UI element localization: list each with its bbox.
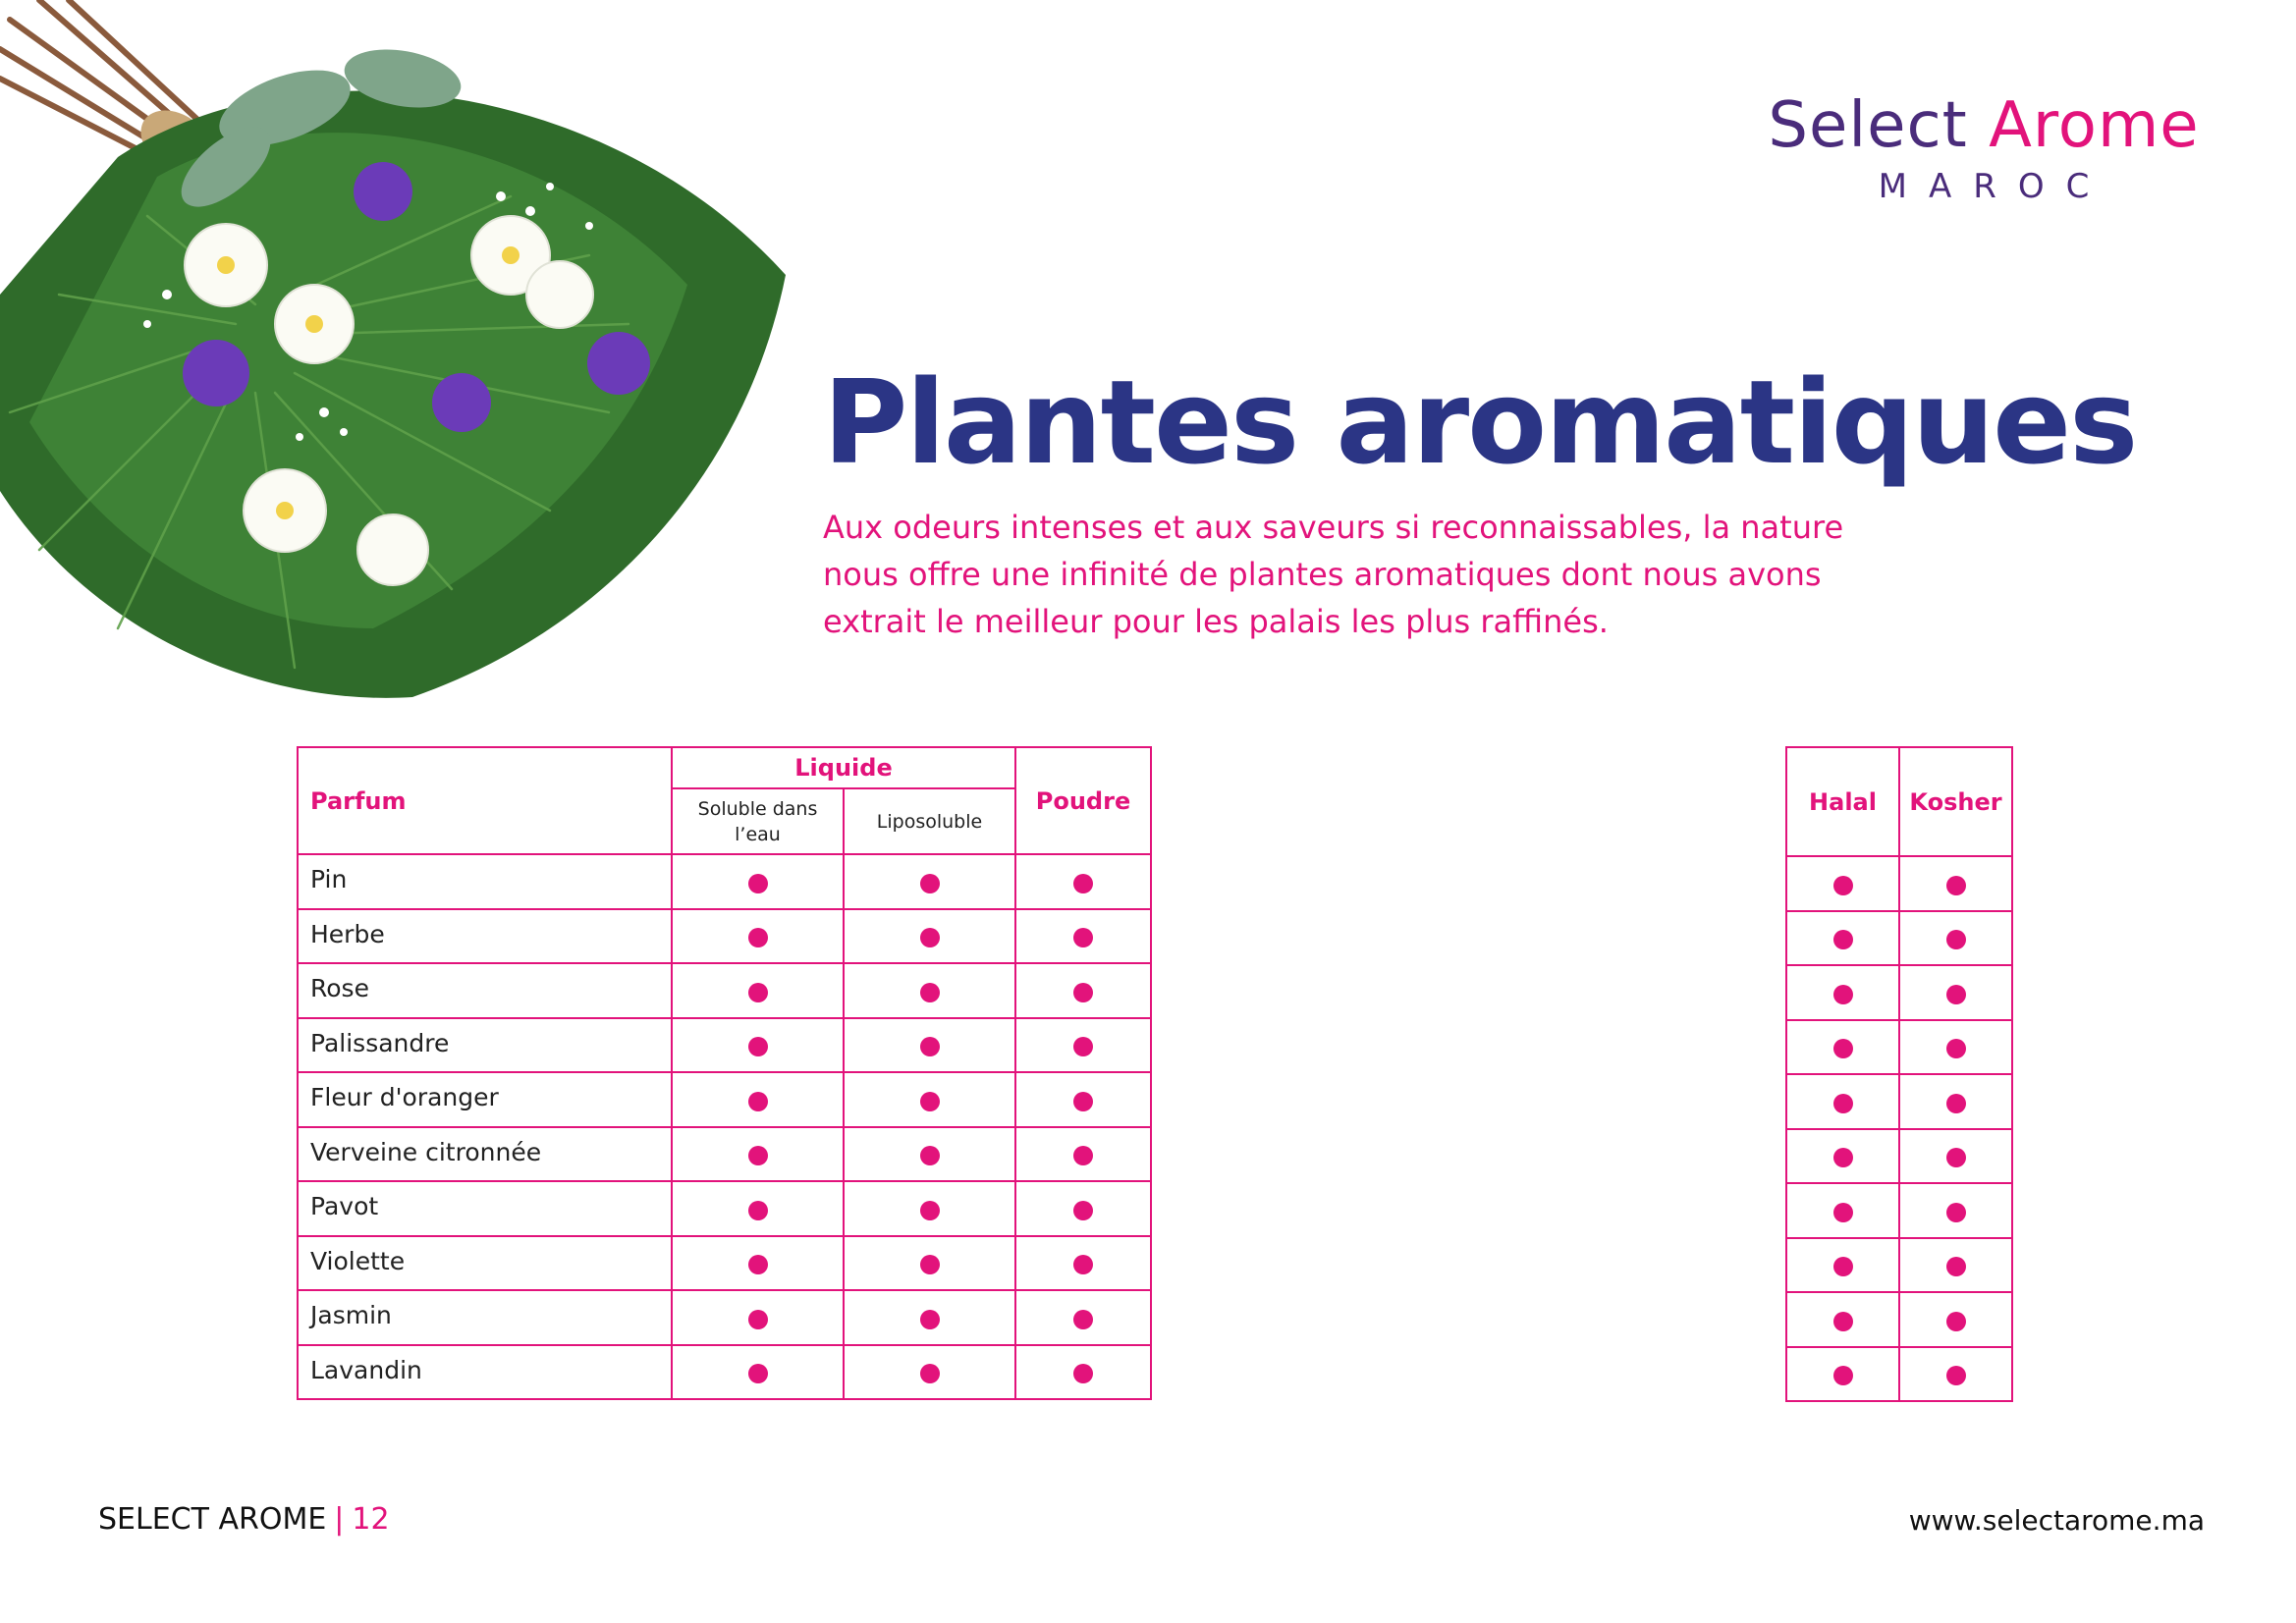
cell-soluble bbox=[672, 1290, 844, 1345]
cell-soluble bbox=[672, 1127, 844, 1182]
cell-halal bbox=[1786, 1292, 1899, 1347]
logo-brand bbox=[1738, 86, 2229, 165]
cell-soluble bbox=[672, 1345, 844, 1400]
table-row bbox=[1786, 1129, 2012, 1184]
availability-dot bbox=[1833, 1366, 1853, 1385]
cell-liposoluble bbox=[844, 963, 1015, 1018]
table-row bbox=[298, 854, 1151, 909]
availability-dot bbox=[1833, 1257, 1853, 1276]
certification-table bbox=[1785, 746, 2013, 1402]
intro-line: extrait le meilleur pour les palais les plus raffinés. bbox=[823, 603, 1609, 640]
cell-kosher bbox=[1899, 856, 2012, 911]
header-soluble: Soluble dans l’eau bbox=[672, 788, 844, 854]
logo bbox=[1738, 86, 2229, 206]
parfum-name: Rose bbox=[298, 963, 672, 1018]
footer-separator: | bbox=[334, 1502, 345, 1537]
cell-halal bbox=[1786, 1183, 1899, 1238]
parfum-name: Pavot bbox=[298, 1181, 672, 1236]
parfum-name: Palissandre bbox=[298, 1018, 672, 1073]
table-row bbox=[298, 1072, 1151, 1127]
availability-dot bbox=[748, 1146, 768, 1165]
cell-liposoluble bbox=[844, 1018, 1015, 1073]
availability-dot bbox=[1946, 1366, 1966, 1385]
cell-liposoluble bbox=[844, 1290, 1015, 1345]
intro-line: nous offre une infinité de plantes aromatiques dont nous avons bbox=[823, 556, 1822, 593]
header-kosher: Kosher bbox=[1899, 747, 2012, 856]
table-row bbox=[298, 1290, 1151, 1345]
header-halal: Halal bbox=[1786, 747, 1899, 856]
availability-dot bbox=[920, 983, 940, 1002]
availability-dot bbox=[748, 928, 768, 947]
header-liquide: Liquide bbox=[672, 747, 1015, 788]
availability-dot bbox=[920, 1146, 940, 1165]
cell-kosher bbox=[1899, 1020, 2012, 1075]
availability-dot bbox=[1833, 1203, 1853, 1222]
cell-kosher bbox=[1899, 1238, 2012, 1293]
cell-poudre bbox=[1015, 1018, 1151, 1073]
cell-poudre bbox=[1015, 1127, 1151, 1182]
availability-dot bbox=[748, 983, 768, 1002]
table-row bbox=[298, 1345, 1151, 1400]
table-row bbox=[1786, 1347, 2012, 1402]
table-row bbox=[298, 1018, 1151, 1073]
cell-poudre bbox=[1015, 1236, 1151, 1291]
cell-kosher bbox=[1899, 965, 2012, 1020]
cell-liposoluble bbox=[844, 1181, 1015, 1236]
footer-brand-name: SELECT AROME bbox=[98, 1502, 327, 1537]
cell-poudre bbox=[1015, 1345, 1151, 1400]
cell-soluble bbox=[672, 1072, 844, 1127]
cell-halal bbox=[1786, 1074, 1899, 1129]
parfum-name: Herbe bbox=[298, 909, 672, 964]
availability-dot bbox=[1073, 874, 1093, 893]
availability-dot bbox=[748, 1310, 768, 1329]
availability-dot bbox=[1073, 983, 1093, 1002]
cell-liposoluble bbox=[844, 1072, 1015, 1127]
availability-dot bbox=[920, 1201, 940, 1220]
availability-dot bbox=[1073, 1092, 1093, 1111]
table-row bbox=[1786, 1020, 2012, 1075]
table-row bbox=[1786, 1238, 2012, 1293]
availability-dot bbox=[1833, 1039, 1853, 1058]
availability-dot bbox=[1946, 1203, 1966, 1222]
availability-dot bbox=[920, 1255, 940, 1274]
table-row bbox=[298, 1236, 1151, 1291]
logo-word-select: Select bbox=[1768, 89, 1968, 162]
cell-poudre bbox=[1015, 1072, 1151, 1127]
cell-poudre bbox=[1015, 909, 1151, 964]
intro-text bbox=[823, 504, 1982, 645]
parfum-name: Lavandin bbox=[298, 1345, 672, 1400]
cell-soluble bbox=[672, 963, 844, 1018]
page-title: Plantes aromatiques bbox=[823, 354, 2137, 490]
cell-soluble bbox=[672, 1236, 844, 1291]
cell-soluble bbox=[672, 854, 844, 909]
table-row bbox=[298, 1127, 1151, 1182]
cell-soluble bbox=[672, 1018, 844, 1073]
table-row bbox=[298, 1181, 1151, 1236]
availability-dot bbox=[1946, 1257, 1966, 1276]
availability-dot bbox=[1946, 1148, 1966, 1167]
cell-soluble bbox=[672, 1181, 844, 1236]
cell-halal bbox=[1786, 1238, 1899, 1293]
availability-dot bbox=[748, 1364, 768, 1383]
availability-dot bbox=[920, 874, 940, 893]
parfum-name: Verveine citronnée bbox=[298, 1127, 672, 1182]
availability-dot bbox=[920, 1092, 940, 1111]
availability-dot bbox=[920, 1310, 940, 1329]
availability-dot bbox=[1073, 1201, 1093, 1220]
availability-dot bbox=[748, 1037, 768, 1056]
table-row bbox=[1786, 1292, 2012, 1347]
availability-dot bbox=[1833, 1094, 1853, 1113]
parfum-name: Pin bbox=[298, 854, 672, 909]
table-row bbox=[1786, 965, 2012, 1020]
table-row bbox=[1786, 856, 2012, 911]
cell-kosher bbox=[1899, 911, 2012, 966]
availability-dot bbox=[748, 1092, 768, 1111]
availability-dot bbox=[1833, 876, 1853, 895]
availability-dot bbox=[1946, 930, 1966, 949]
availability-dot bbox=[1073, 1146, 1093, 1165]
cell-liposoluble bbox=[844, 1127, 1015, 1182]
parfum-table bbox=[297, 746, 1152, 1400]
logo-country: MAROC bbox=[1878, 167, 2111, 206]
footer-brand bbox=[98, 1502, 390, 1537]
logo-word-arome: Arome bbox=[1989, 89, 2200, 162]
cell-poudre bbox=[1015, 1181, 1151, 1236]
footer-website[interactable]: www.selectarome.ma bbox=[1908, 1504, 2205, 1537]
table-row bbox=[1786, 1074, 2012, 1129]
availability-dot bbox=[748, 1201, 768, 1220]
availability-dot bbox=[1073, 1364, 1093, 1383]
cell-kosher bbox=[1899, 1074, 2012, 1129]
cell-poudre bbox=[1015, 1290, 1151, 1345]
cell-halal bbox=[1786, 1020, 1899, 1075]
availability-dot bbox=[1833, 930, 1853, 949]
cell-kosher bbox=[1899, 1347, 2012, 1402]
availability-dot bbox=[1833, 985, 1853, 1004]
cell-soluble bbox=[672, 909, 844, 964]
intro-line: Aux odeurs intenses et aux saveurs si reconnaissables, la nature bbox=[823, 509, 1844, 546]
cell-halal bbox=[1786, 1129, 1899, 1184]
availability-dot bbox=[920, 928, 940, 947]
availability-dot bbox=[1946, 1094, 1966, 1113]
availability-dot bbox=[1073, 1310, 1093, 1329]
header-parfum: Parfum bbox=[298, 747, 672, 854]
table-row bbox=[1786, 1183, 2012, 1238]
cell-poudre bbox=[1015, 963, 1151, 1018]
header-poudre: Poudre bbox=[1015, 747, 1151, 854]
header-liposoluble: Liposoluble bbox=[844, 788, 1015, 854]
availability-dot bbox=[1946, 1039, 1966, 1058]
availability-dot bbox=[1946, 1312, 1966, 1331]
parfum-name: Jasmin bbox=[298, 1290, 672, 1345]
parfum-name: Fleur d'oranger bbox=[298, 1072, 672, 1127]
cell-liposoluble bbox=[844, 1345, 1015, 1400]
availability-dot bbox=[920, 1037, 940, 1056]
cell-liposoluble bbox=[844, 854, 1015, 909]
cell-poudre bbox=[1015, 854, 1151, 909]
cell-liposoluble bbox=[844, 909, 1015, 964]
availability-dot bbox=[1073, 1255, 1093, 1274]
availability-dot bbox=[1833, 1148, 1853, 1167]
page-number: 12 bbox=[352, 1502, 390, 1537]
availability-dot bbox=[1833, 1312, 1853, 1331]
table-row bbox=[298, 963, 1151, 1018]
availability-dot bbox=[748, 1255, 768, 1274]
availability-dot bbox=[1946, 985, 1966, 1004]
table-row bbox=[1786, 911, 2012, 966]
availability-dot bbox=[1073, 928, 1093, 947]
cell-halal bbox=[1786, 965, 1899, 1020]
parfum-name: Violette bbox=[298, 1236, 672, 1291]
table-row bbox=[298, 909, 1151, 964]
cell-halal bbox=[1786, 856, 1899, 911]
cell-halal bbox=[1786, 1347, 1899, 1402]
bouquet-image bbox=[0, 0, 815, 717]
availability-dot bbox=[920, 1364, 940, 1383]
availability-dot bbox=[748, 874, 768, 893]
cell-kosher bbox=[1899, 1129, 2012, 1184]
cell-halal bbox=[1786, 911, 1899, 966]
cell-kosher bbox=[1899, 1292, 2012, 1347]
availability-dot bbox=[1946, 876, 1966, 895]
cell-liposoluble bbox=[844, 1236, 1015, 1291]
availability-dot bbox=[1073, 1037, 1093, 1056]
cell-kosher bbox=[1899, 1183, 2012, 1238]
